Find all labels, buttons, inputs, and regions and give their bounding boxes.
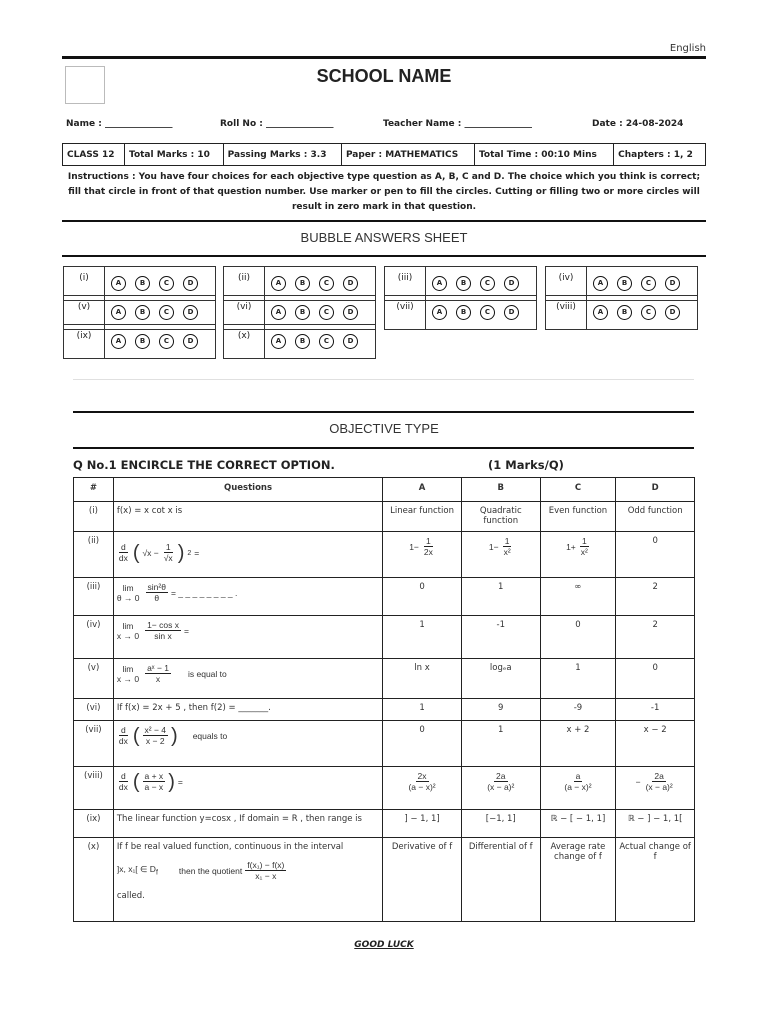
objective-top-rule [73,411,694,413]
question-heading: Q No.1 ENCIRCLE THE CORRECT OPTION. [73,458,335,472]
option-a: $\frac{2x}{\text{(a − x)²}}$ [383,767,462,810]
date-field: Date : 24-08-2024 [592,119,684,129]
answer-bubble-c[interactable]: C [480,305,495,320]
bubble-options [426,296,537,330]
option-b: 1 [461,721,540,767]
bubble-question-label: (ii) [224,267,265,301]
q-text: equals to [192,730,228,741]
option-d: 2 [616,578,695,616]
q-expression: $\frac{d}{dx}$ ( √x − $\frac{1}{√x}$ ) 2 = [113,532,382,578]
option-a: Linear function [383,502,462,532]
info-paper: Paper : MATHEMATICS [341,144,474,166]
q-text: The linear function y=cosx , If domain = R , then range is [113,810,382,838]
option-b: 1− $\frac{1}{\text{x²}}$ [461,532,540,578]
answer-bubble-b[interactable]: B [456,305,471,320]
option-b: [−1, 1] [461,810,540,838]
option-c: x + 2 [540,721,616,767]
bubble-sheet-title: BUBBLE ANSWERS SHEET [300,230,468,245]
q-number: (i) [74,502,114,532]
option-c: ∞ [540,578,616,616]
col-c: C [540,478,616,502]
bubble-question-label: (vi) [224,296,265,330]
table-row [74,532,695,578]
bubble-question-label: (vii) [385,296,426,330]
bubble-top-rule [62,220,706,222]
answer-bubble-b[interactable]: B [617,276,632,291]
info-passing-marks: Passing Marks : 3.3 [223,144,341,166]
answer-bubble-b[interactable]: B [456,276,471,291]
q-text: f(x) = x cot x is [113,502,382,532]
answer-bubble-a[interactable]: A [111,334,126,349]
answer-bubble-d[interactable]: D [504,305,519,320]
q-text-3: called. [116,891,145,901]
answer-bubble-d[interactable]: D [504,276,519,291]
bubble-options [587,296,698,330]
q-text: = [177,776,183,787]
col-b: B [461,478,540,502]
bubble-group [545,295,698,330]
roll-field: Roll No : _______________ [220,119,334,129]
answer-bubble-d[interactable]: D [665,305,680,320]
answer-bubble-d[interactable]: D [183,305,198,320]
q-text: = [194,547,200,558]
option-d: 2 [616,616,695,659]
objective-title: OBJECTIVE TYPE [329,421,439,436]
q-number: (ix) [74,810,114,838]
answer-bubble-c[interactable]: C [319,334,334,349]
table-header-row [74,478,695,502]
col-questions: Questions [113,478,382,502]
good-luck-footer: GOOD LUCK [354,940,414,950]
table-row [74,616,695,659]
option-a: Derivative of f [383,838,462,922]
answer-bubble-a[interactable]: A [111,305,126,320]
answer-bubble-a[interactable]: A [271,276,286,291]
school-name: SCHOOL NAME [316,66,452,86]
answer-bubble-a[interactable]: A [432,276,447,291]
q-expression: lim x → 0 $\frac{\text{aˣ − 1}}{x}$ is equal to [113,659,382,699]
bubble-group [223,324,376,359]
q-number: (v) [74,659,114,699]
answer-bubble-c[interactable]: C [480,276,495,291]
option-b: Quadratic function [461,502,540,532]
option-c: -9 [540,699,616,721]
q-text: = [183,625,189,636]
instructions: Instructions : You have four choices for each objective type question as A, B, C and D. The choice which you think is correct; fill that circle in front of that question number. Use marker or pen to fill the circles. Cutting or filling two or more circles will result in zero mark in that question. [67,172,701,212]
answer-bubble-c[interactable]: C [159,334,174,349]
col-num: # [74,478,114,502]
answer-bubble-c[interactable]: C [159,276,174,291]
option-a: ] − 1, 1] [383,810,462,838]
answer-bubble-b[interactable]: B [617,305,632,320]
option-a: ln x [383,659,462,699]
questions-table [73,477,695,922]
answer-bubble-d[interactable]: D [343,334,358,349]
bubble-bottom-rule [62,255,706,257]
option-c: 0 [540,616,616,659]
table-row [74,699,695,721]
option-c: Even function [540,502,616,532]
table-row [74,502,695,532]
bubble-question-label: (v) [64,296,105,330]
answer-bubble-a[interactable]: A [271,305,286,320]
answer-bubble-b[interactable]: B [295,305,310,320]
bubble-options [265,325,376,359]
option-a: 0 [383,578,462,616]
option-b: $\frac{2a}{\text{(x − a)²}}$ [461,767,540,810]
bubble-question-label: (iii) [385,267,426,301]
answer-bubble-c[interactable]: C [641,305,656,320]
answer-bubble-c[interactable]: C [159,305,174,320]
q-expression: $\frac{d}{dx}$ ( $\frac{\text{x² − 4}}{x - 2}$ ) equals to [113,721,382,767]
option-a: 1 [383,616,462,659]
answer-bubble-b[interactable]: B [135,334,150,349]
answer-bubble-a[interactable]: A [593,276,608,291]
bubble-options [105,325,216,359]
answer-bubble-a[interactable]: A [271,334,286,349]
option-a: 1− $\frac{1}{2x}$ [383,532,462,578]
answer-bubble-b[interactable]: B [135,276,150,291]
top-rule [62,56,706,59]
option-c: 1 [540,659,616,699]
answer-bubble-d[interactable]: D [183,334,198,349]
q-text: If f be real valued function, continuous in the interval [116,842,344,852]
option-b: Differential of f [461,838,540,922]
option-a: 0 [383,721,462,767]
answer-bubble-c[interactable]: C [641,276,656,291]
option-c: ℝ − [ − 1, 1] [540,810,616,838]
exam-info-table [62,143,706,166]
option-b: 1 [461,578,540,616]
bubble-question-label: (ix) [64,325,105,359]
option-d: ℝ − ] − 1, 1[ [616,810,695,838]
answer-bubble-d[interactable]: D [343,276,358,291]
answer-bubble-a[interactable]: A [432,305,447,320]
q-expression: lim x → 0 $\frac{\text{1− cos x}}{\text{sin x}}$ = [113,616,382,659]
answer-bubble-b[interactable]: B [295,276,310,291]
table-row [74,838,695,922]
answer-bubble-d[interactable]: D [343,305,358,320]
answer-bubble-c[interactable]: C [319,276,334,291]
table-row [74,578,695,616]
option-d: -1 [616,699,695,721]
q-number: (viii) [74,767,114,810]
q-expression: $\frac{d}{dx}$ ( $\frac{a + x}{a - x}$ ) = [113,767,382,810]
teacher-field: Teacher Name : _______________ [383,119,532,129]
q-number: (iii) [74,578,114,616]
q-expression: lim θ → 0 $\frac{\text{sin²θ}}{\theta}$ = _ _ _ _ _ _ _ _ . [113,578,382,616]
bubble-question-label: (viii) [546,296,587,330]
objective-bottom-rule [73,447,694,449]
q-text: If f(x) = 2x + 5 , then f(2) = _______. [113,699,382,721]
table-row [74,659,695,699]
bubble-question-label: (i) [64,267,105,301]
answer-bubble-b[interactable]: B [295,334,310,349]
q-number: (vi) [74,699,114,721]
answer-bubble-b[interactable]: B [135,305,150,320]
info-total-marks: Total Marks : 10 [125,144,224,166]
q-text-2: then the quotient [178,865,243,876]
option-d: 0 [616,532,695,578]
option-a: 1 [383,699,462,721]
bubble-group [384,295,537,330]
option-c: $\frac{a}{\text{(a − x)²}}$ [540,767,616,810]
bubble-group [63,324,216,359]
col-a: A [383,478,462,502]
bubble-question-label: (iv) [546,267,587,301]
language-label: English [669,43,706,54]
option-b: -1 [461,616,540,659]
q-number: (iv) [74,616,114,659]
q-number: (ii) [74,532,114,578]
option-d: Odd function [616,502,695,532]
bubble-question-label: (x) [224,325,265,359]
table-row [74,767,695,810]
answer-bubble-a[interactable]: A [111,276,126,291]
q-text: is equal to [188,668,227,679]
table-row [74,810,695,838]
divider [73,379,694,380]
option-c: 1+ $\frac{1}{\text{x²}}$ [540,532,616,578]
q-text: = _ _ _ _ _ _ _ _ . [170,587,238,598]
info-class: CLASS 12 [63,144,125,166]
info-chapters: Chapters : 1, 2 [614,144,706,166]
option-b: 9 [461,699,540,721]
table-row [74,721,695,767]
q-number: (vii) [74,721,114,767]
option-d: 0 [616,659,695,699]
q-number: (x) [74,838,114,922]
answer-bubble-d[interactable]: D [183,276,198,291]
option-d: x − 2 [616,721,695,767]
answer-bubble-c[interactable]: C [319,305,334,320]
marks-note: (1 Marks/Q) [488,458,564,472]
answer-bubble-d[interactable]: D [665,276,680,291]
col-d: D [616,478,695,502]
info-total-time: Total Time : 00:10 Mins [474,144,613,166]
option-d: Actual change of f [616,838,695,922]
option-d: − $\frac{2a}{\text{(x − a)²}}$ [616,767,695,810]
option-b: logₑa [461,659,540,699]
option-c: Average rate change of f [540,838,616,922]
q-expression: If f be real valued function, continuous in the interval ]x, x₁[ ∈ $D_f$ then the quotient $\frac{\text{f(x₁) − f(x)}}{\text{x₁ − x}}$ called. [113,838,382,922]
answer-bubble-a[interactable]: A [593,305,608,320]
name-field: Name : _______________ [66,119,173,129]
